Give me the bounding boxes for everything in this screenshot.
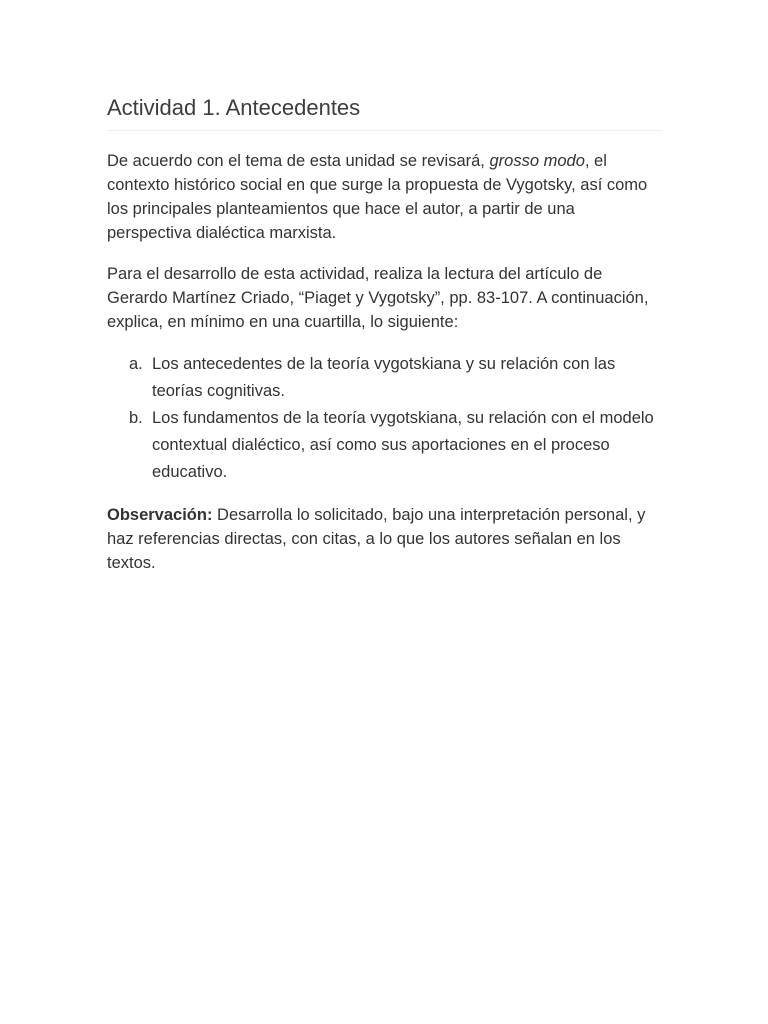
- list-item: [129, 351, 662, 405]
- requirements-list: [107, 351, 662, 486]
- page-title: Actividad 1. Antecedentes: [107, 92, 662, 131]
- list-item: [129, 405, 662, 486]
- observation-paragraph: [107, 503, 662, 575]
- list-marker: a.: [129, 355, 143, 373]
- intro-italic-term: grosso modo: [489, 152, 585, 170]
- observation-label: Observación:: [107, 506, 213, 524]
- instruction-paragraph: Para el desarrollo de esta actividad, realiza la lectura del artículo de Gerardo Martínez Criado, “Piaget y Vygotsky”, pp. 83-107. A continuación, explica, en mínimo en una cuartilla, lo siguiente:: [107, 265, 649, 331]
- list-marker: b.: [129, 409, 143, 427]
- intro-text-end: , el contexto histórico social en que surge la propuesta de Vygotsky, así como los principales planteamientos que hace el autor, a partir de una perspectiva dialéctica marxista.: [107, 152, 648, 242]
- list-item-text: Los antecedentes de la teoría vygotskiana y su relación con las teorías cognitivas.: [152, 355, 616, 400]
- document-page: [107, 92, 662, 575]
- list-item-text: Los fundamentos de la teoría vygotskiana, su relación con el modelo contextual dialéctico, así como sus aportaciones en el proceso educativo.: [152, 409, 654, 481]
- observation-text: Desarrolla lo solicitado, bajo una interpretación personal, y haz referencias directas, con citas, a lo que los autores señalan en los textos.: [107, 506, 646, 572]
- intro-text-start: De acuerdo con el tema de esta unidad se revisará,: [107, 152, 490, 170]
- intro-paragraph: [107, 149, 662, 245]
